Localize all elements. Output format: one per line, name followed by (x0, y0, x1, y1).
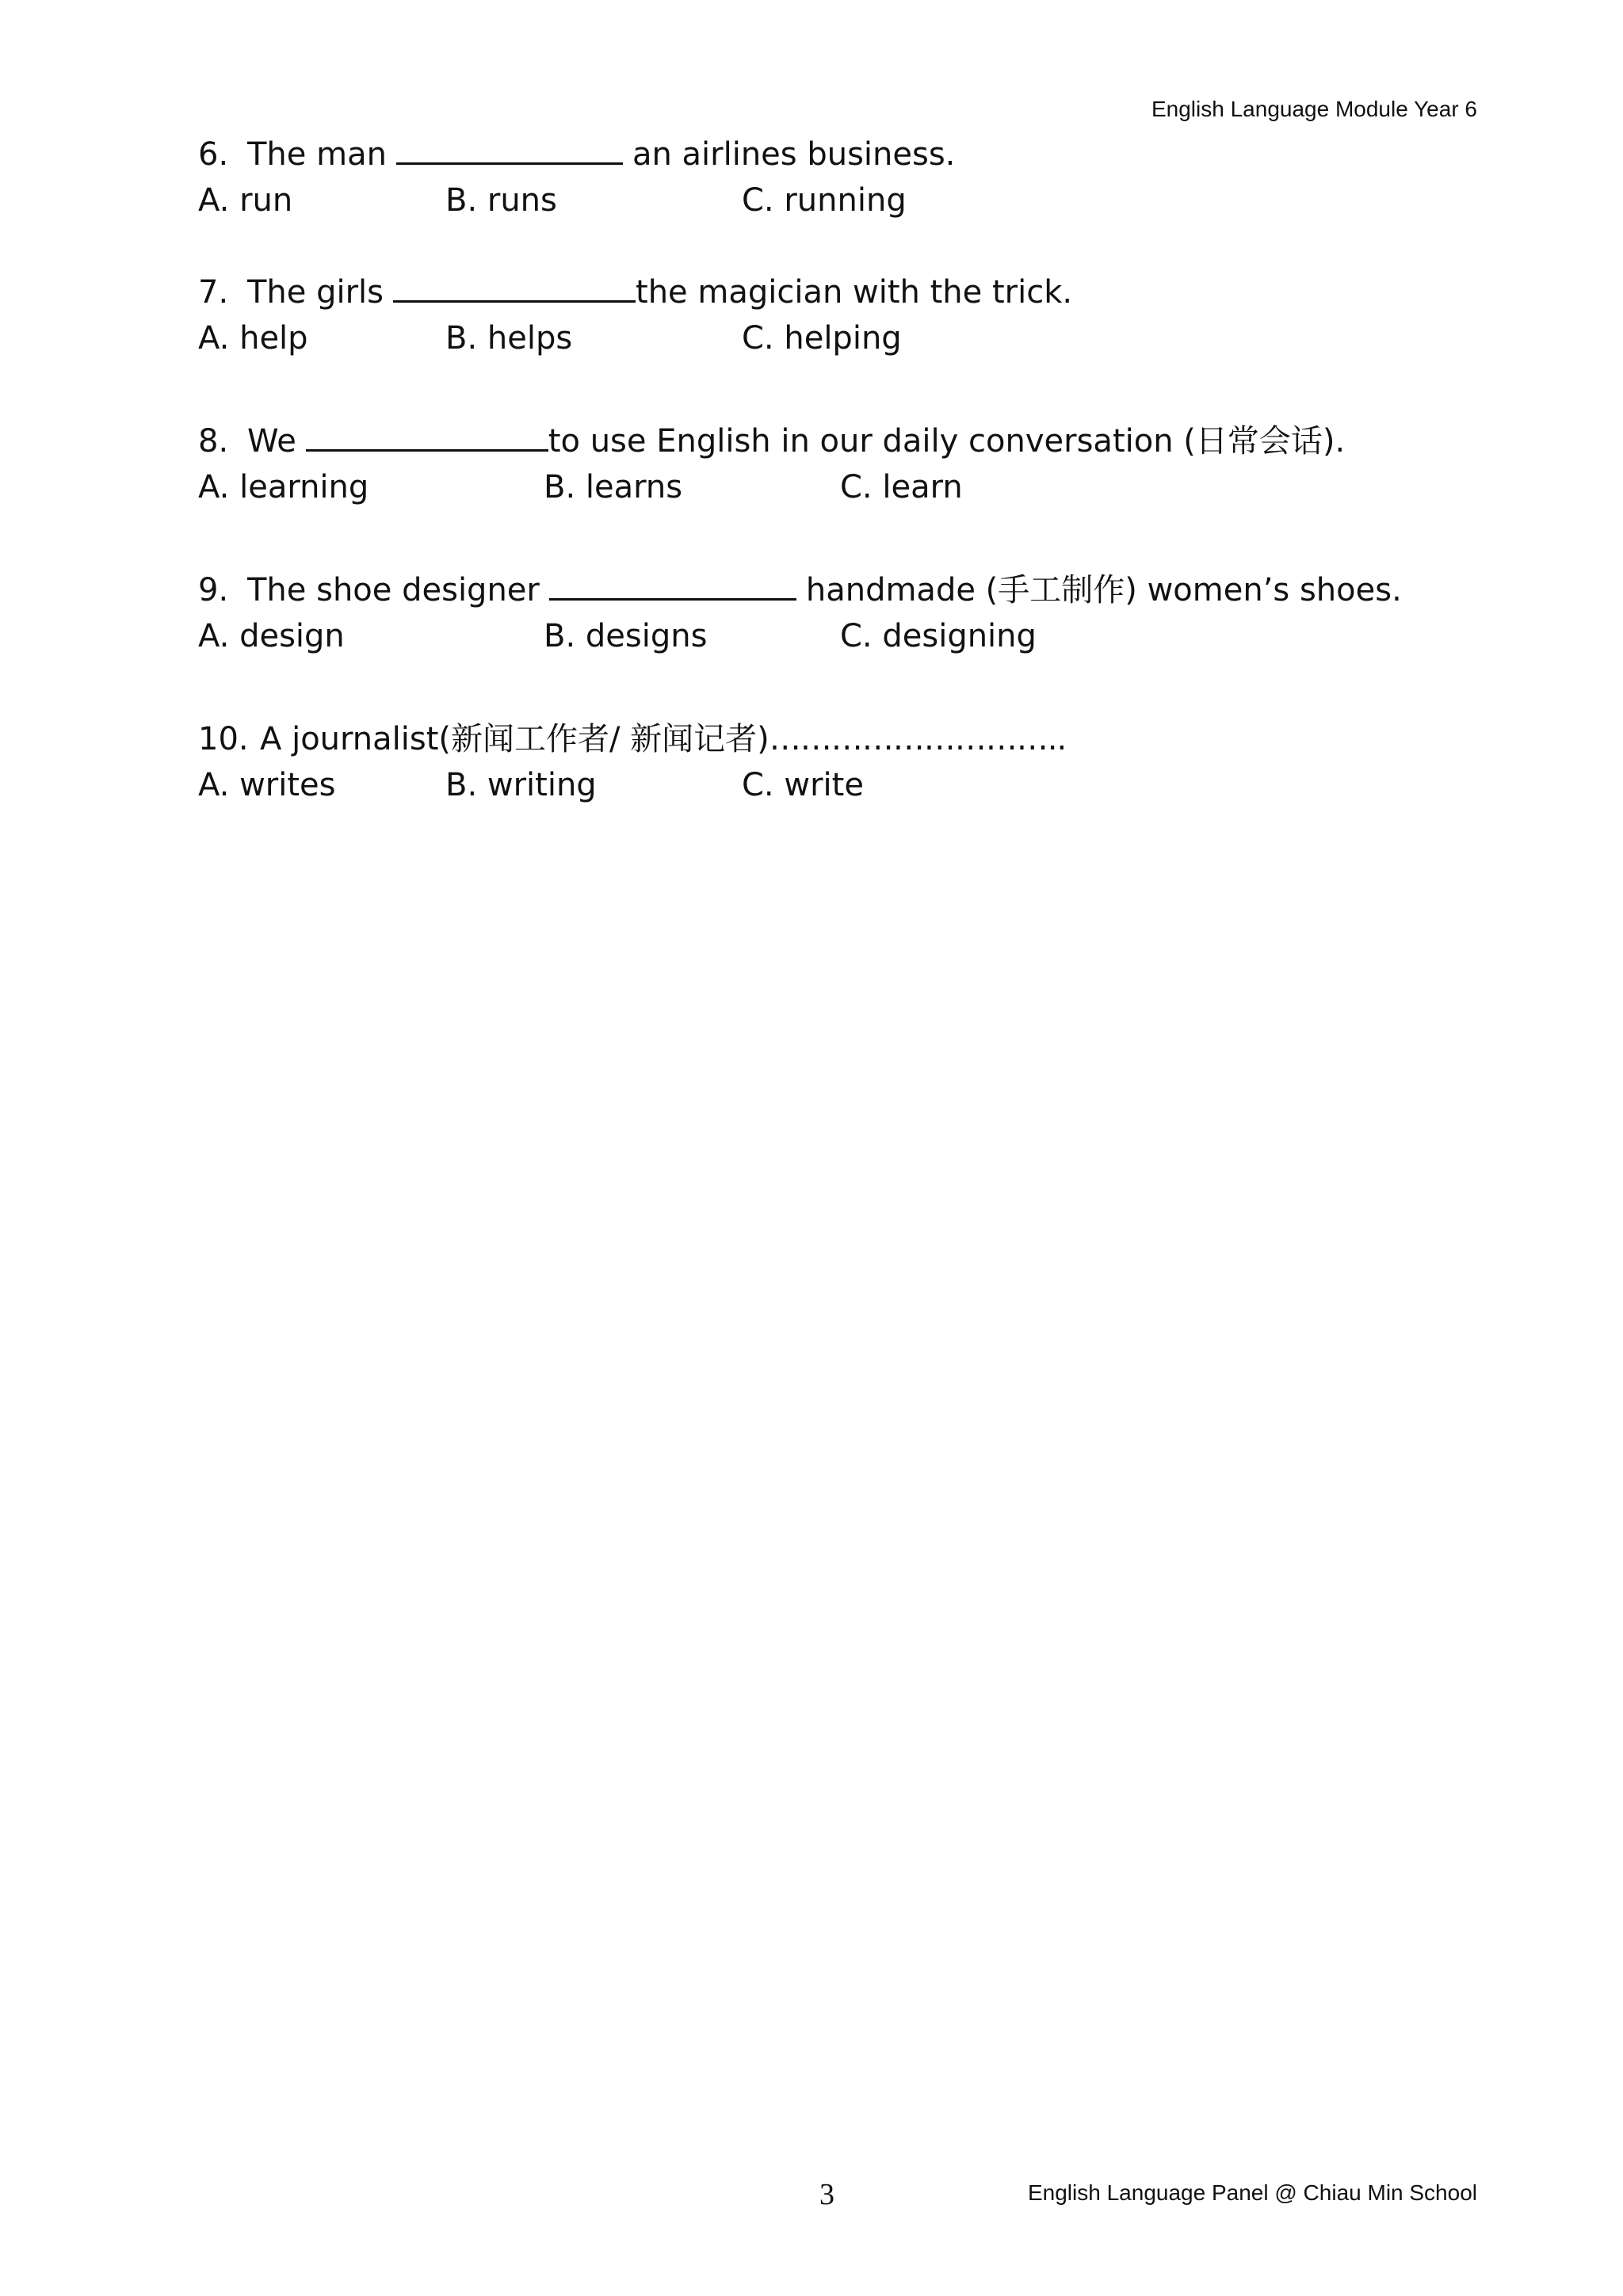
answer-options (198, 177, 1466, 223)
stem-before: The shoe designer (247, 572, 540, 608)
question-stem (198, 269, 1466, 315)
answer-options (198, 464, 1466, 510)
option-b: B. helps (445, 320, 573, 357)
option-a: A. run (198, 182, 293, 219)
question-stem (198, 418, 1466, 464)
option-b: B. runs (445, 182, 557, 219)
option-b: B. learns (544, 469, 683, 505)
stem-after: handmade (手工制作) women’s shoes. (805, 572, 1402, 608)
stem-before: The man (247, 136, 387, 173)
stem-before: A journalist(新闻工作者/ 新闻记者) (260, 721, 769, 757)
question-number: 10. (198, 721, 249, 757)
question-6 (198, 132, 1466, 223)
question-stem (198, 716, 1466, 762)
question-stem (198, 567, 1466, 613)
option-c: C. designing (840, 618, 1037, 654)
module-header: English Language Module Year 6 (1151, 97, 1477, 121)
footer-panel: English Language Panel @ Chiau Min School (1027, 2180, 1477, 2205)
answer-options (198, 762, 1466, 808)
answer-blank (306, 422, 548, 452)
answer-options (198, 315, 1466, 361)
question-9 (198, 567, 1466, 659)
question-8 (198, 418, 1466, 510)
answer-blank (396, 135, 623, 165)
option-a: A. help (198, 320, 308, 357)
option-a: A. design (198, 618, 345, 654)
answer-blank (393, 273, 636, 303)
option-c: C. learn (840, 469, 963, 505)
answer-options (198, 613, 1466, 659)
option-a: A. writes (198, 767, 336, 803)
option-b: B. writing (445, 767, 597, 803)
stem-after: the magician with the trick. (636, 274, 1073, 311)
option-b: B. designs (544, 618, 708, 654)
question-number: 9. (198, 572, 229, 608)
answer-blank (549, 571, 796, 601)
answer-dots: ……………………….. (769, 721, 1067, 757)
question-stem (198, 132, 1466, 177)
stem-after: an airlines business. (632, 136, 956, 173)
stem-before: We (247, 423, 296, 460)
option-c: C. write (742, 767, 864, 803)
question-number: 8. (198, 423, 229, 460)
question-10 (198, 716, 1466, 808)
option-c: C. running (742, 182, 907, 219)
question-number: 7. (198, 274, 229, 311)
stem-after: to use English in our daily conversation (日常会话). (548, 423, 1346, 460)
page-number: 3 (819, 2178, 834, 2211)
question-7 (198, 269, 1466, 361)
question-number: 6. (198, 136, 229, 173)
option-c: C. helping (742, 320, 902, 357)
option-a: A. learning (198, 469, 369, 505)
stem-before: The girls (247, 274, 384, 311)
